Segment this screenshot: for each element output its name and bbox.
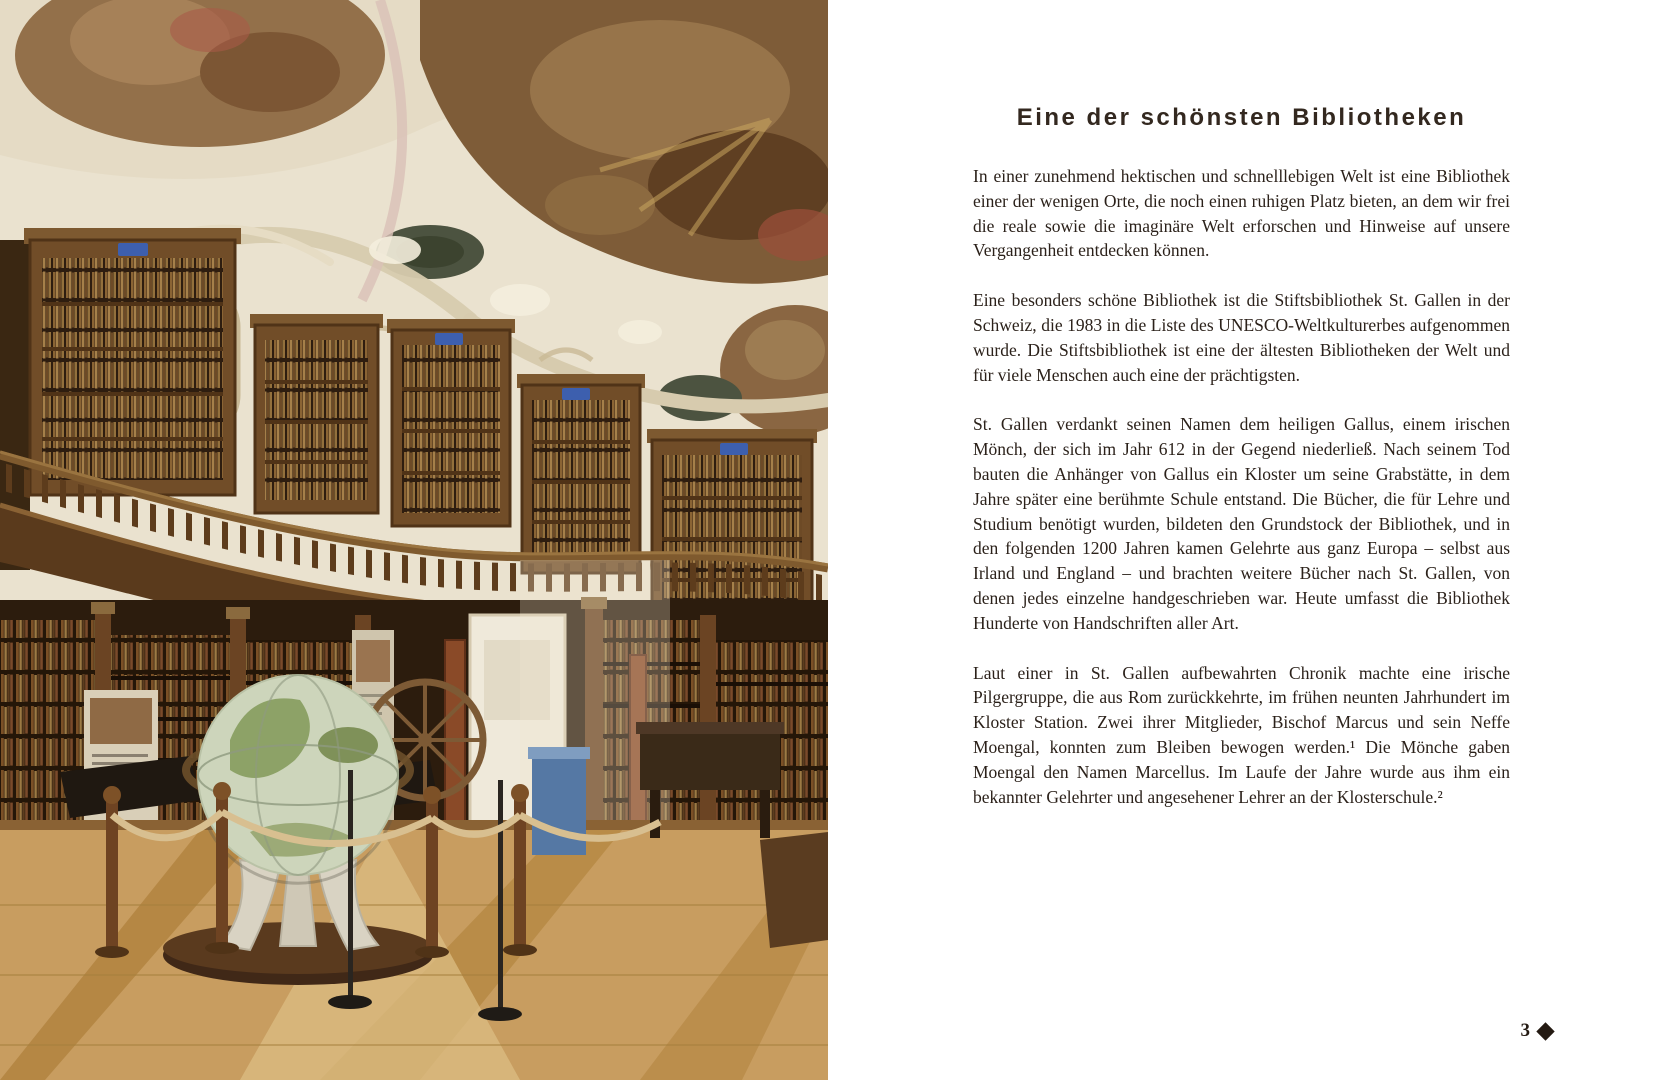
page-folio — [1521, 1020, 1553, 1042]
paragraph-4: Laut einer in St. Gallen aufbewahrten Chronik machte eine irische Pilgergruppe, die aus Rom zurückkehrte, im frühen neunten Jahrhundert im Kloster Station. Zwei ihrer Mitglieder, Bischof Marcus und sein Neffe Moengal, konnten zum Bleiben bewogen werden.¹ Die Mönche gaben Moengal den Namen Marcellus. Im Laufe der Jahre wurde aus ihm ein bekannter Gelehrter und angesehener Lehrer an der Klosterschule.² — [973, 662, 1510, 807]
paragraph-3: St. Gallen verdankt seinen Namen dem heiligen Gallus, einem irischen Mönch, der sich im Jahr 612 in der Gegend niederließ. Nach seinem Tod bauten die Anhänger von Gallus ein Kloster um seine Grabstätte, in dem Jahre später eine berühmte Schule entstand. Die Bücher, die für Lehre und Studium benötigt wurden, bildeten den Grundstock der Bibliothek, und in den folgenden 1200 Jahren kamen Gelehrte aus ganz Europa – selbst aus Irland und England – und brachten weitere Bücher nach St. Gallen, von denen jedes einzelne handgeschrieben war. Heute umfasst die Bibliothek Hunderte von Handschriften aller Art. — [973, 414, 1510, 633]
text-column — [973, 0, 1510, 834]
paragraph-2: Eine besonders schöne Bibliothek ist die Stiftsbibliothek St. Gallen in der Schweiz, die 1983 in die Liste des UNESCO-Weltkulturerbes aufgenommen wurde. Die Stiftsbibliothek ist eine der ältesten Bibliotheken der Welt und für viele Menschen auch eine der prächtigsten. — [973, 290, 1510, 385]
page-number: 3 — [1520, 1020, 1530, 1041]
paragraph-1: In einer zunehmend hektischen und schnelllebigen Welt ist eine Bibliothek einer der wenigen Orte, die noch einen ruhigen Platz bieten, an dem wir frei die reale sowie die imaginäre Welt erforschen und Hinweise auf unsere Vergangenheit entdecken können. — [973, 166, 1510, 261]
page-title: Eine der schönsten Bibliotheken — [1016, 104, 1467, 131]
diamond-icon — [1536, 1022, 1554, 1040]
